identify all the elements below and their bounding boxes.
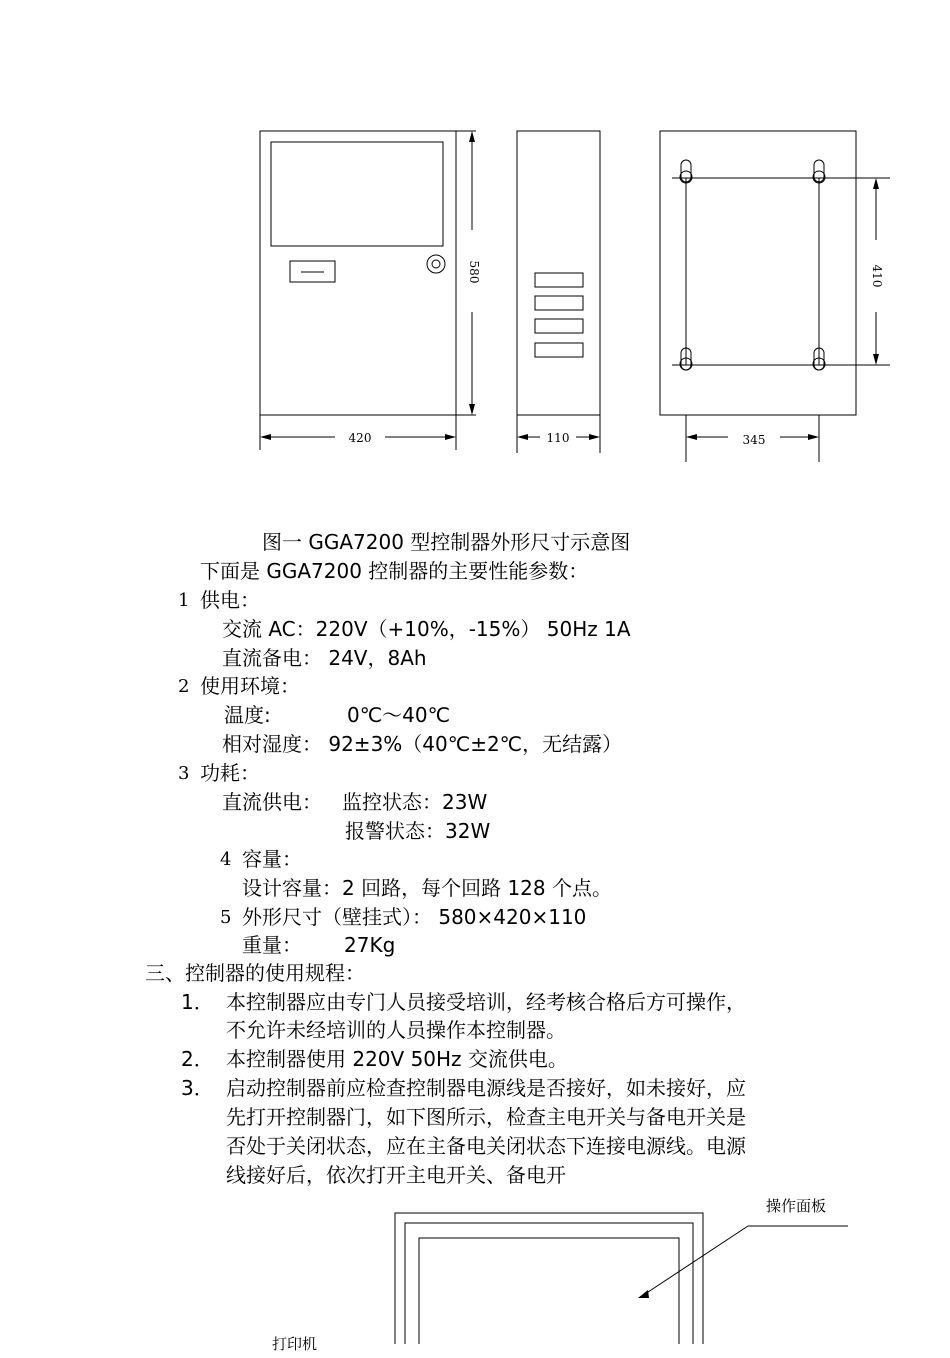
front-view-window — [271, 142, 443, 246]
side-view-vent-3 — [535, 319, 583, 333]
dim-width-front: 420 — [348, 431, 372, 445]
rear-view-body — [660, 131, 856, 415]
side-view-vent-1 — [535, 273, 583, 287]
rule-3-num: 3． — [181, 1076, 214, 1100]
dim-depth-side: 110 — [546, 431, 570, 445]
label-printer: 打印机 — [272, 1335, 318, 1353]
cabinet-mid — [405, 1223, 693, 1344]
rule-2-line-1: 本控制器使用 220V 50Hz 交流供电。 — [226, 1047, 568, 1071]
figure1-drawing — [0, 0, 950, 470]
dim-mount-height: 410 — [870, 264, 884, 288]
param-power-ac: 交流 AC：220V（+10%，-15%） 50Hz 1A — [222, 617, 631, 641]
dim-height-front: 580 — [467, 260, 481, 284]
param-capacity-design: 设计容量：2 回路，每个回路 128 个点。 — [242, 876, 612, 900]
rule-1-line-2: 不允许未经培训的人员操作本控制器。 — [226, 1018, 566, 1042]
rule-3-line-3: 否处于关闭状态，应在主备电关闭状态下连接电源线。电源 — [226, 1134, 746, 1158]
params-intro: 下面是 GGA7200 控制器的主要性能参数： — [200, 559, 589, 583]
param-capacity-title: 容量： — [242, 847, 302, 871]
cabinet-outer — [395, 1213, 703, 1344]
param-consumption-num: 3 — [178, 763, 190, 784]
param-env-title: 使用环境： — [200, 674, 300, 698]
param-consumption-monitor: 监控状态：23W — [342, 790, 488, 814]
param-size-weight-value: 27Kg — [344, 933, 396, 957]
param-power-title: 供电： — [200, 588, 260, 612]
front-view-lock-icon — [427, 255, 445, 273]
param-consumption-alarm: 报警状态：32W — [345, 819, 491, 843]
section3-heading: 三、控制器的使用规程： — [145, 961, 365, 985]
rule-1-num: 1． — [181, 990, 214, 1014]
rule-3-line-1: 启动控制器前应检查控制器电源线是否接好，如未接好，应 — [226, 1076, 746, 1100]
rule-3-line-2: 先打开控制器门，如下图所示，检查主电开关与备电开关是 — [226, 1105, 746, 1129]
param-capacity-num: 4 — [220, 849, 232, 870]
label-operation-panel: 操作面板 — [766, 1197, 827, 1215]
param-consumption-title: 功耗： — [200, 761, 260, 785]
rule-1-line-1: 本控制器应由专门人员接受培训，经考核合格后方可操作， — [226, 990, 746, 1014]
param-env-temp-value: 0℃～40℃ — [347, 703, 451, 727]
param-consumption-dc-label: 直流供电： — [222, 790, 322, 814]
param-env-temp-label: 温度: — [224, 703, 271, 727]
rule-3-line-4: 线接好后，依次打开主电开关、备电开 — [226, 1163, 566, 1187]
panel-pointer-arrow — [638, 1290, 649, 1298]
operation-panel — [419, 1238, 679, 1344]
param-size-title: 外形尺寸（壁挂式）： 580×420×110 — [242, 905, 587, 929]
rule-2-num: 2． — [181, 1047, 214, 1071]
param-env-humidity: 相对湿度： 92±3%（40℃±2℃，无结露） — [222, 732, 623, 756]
side-view-vent-2 — [535, 296, 583, 310]
front-view-body — [260, 131, 456, 415]
side-view-vent-4 — [535, 343, 583, 357]
figure1-caption: 图一 GGA7200 型控制器外形尺寸示意图 — [262, 530, 631, 554]
dim-mount-width: 345 — [742, 433, 766, 447]
param-size-num: 5 — [220, 907, 232, 928]
param-power-dc: 直流备电： 24V，8Ah — [222, 646, 427, 670]
param-size-weight-label: 重量： — [242, 933, 302, 957]
param-power-num: 1 — [178, 590, 190, 611]
param-env-num: 2 — [178, 676, 190, 697]
